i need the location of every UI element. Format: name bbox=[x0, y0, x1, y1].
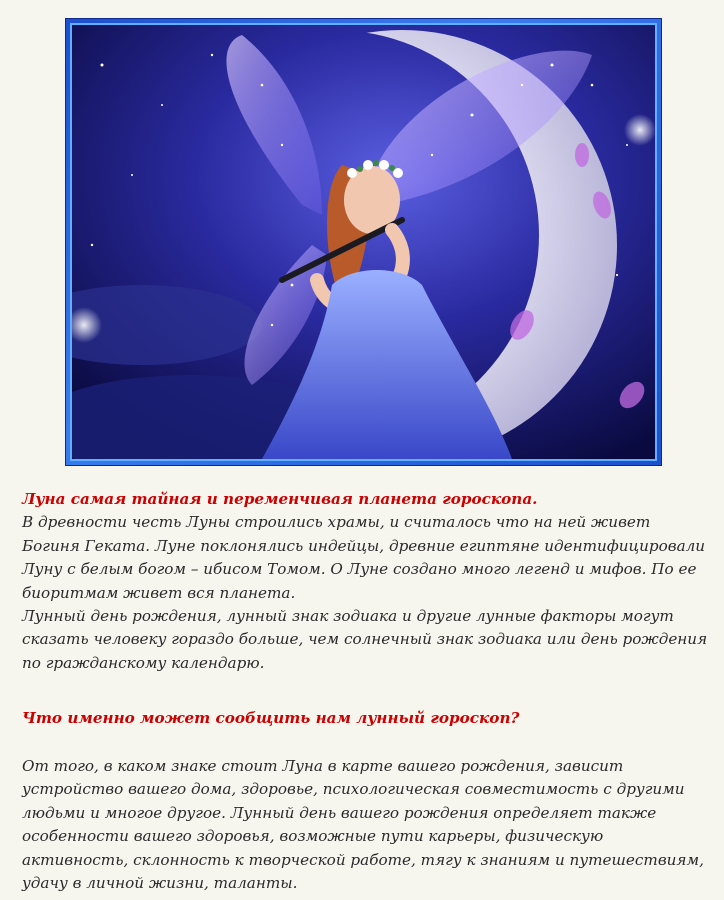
article-heading-2: Что именно может сообщить нам лунный гороскоп? bbox=[22, 709, 520, 727]
illustration-frame bbox=[65, 18, 662, 466]
moon-fairy-illustration bbox=[72, 25, 655, 459]
article-paragraph-1: В древности честь Луны строились храмы, и считалось что на ней живет Богиня Геката. Луне поклонялись индейцы, древние египтяне идентифицировали Луну с белым богом – ибисом Томом. О Луне создано много легенд и мифов. По ее биоритмам живет вся планета. bbox=[22, 513, 706, 602]
article-heading-1: Луна самая тайная и переменчивая планета гороскопа. bbox=[22, 490, 538, 508]
article-section-3 bbox=[22, 755, 712, 895]
article-paragraph-3: От того, в каком знаке стоит Луна в карте вашего рождения, зависит устройство вашего дома, здоровье, психологическая совместимость с другими людьми и многое другое. Лунный день вашего рождения определяет также особенности вашего здоровья, возможные пути карьеры, физическую активность, склонность к творческой работе, тягу к знаниям и путешествиям, удачу в личной жизни, таланты. bbox=[22, 757, 704, 893]
article-paragraph-2: Лунный день рождения, лунный знак зодиака и другие лунные факторы могут сказать человеку гораздо больше, чем солнечный знак зодиака или день рождения по гражданскому календарю. bbox=[22, 607, 708, 672]
illustration bbox=[70, 23, 657, 461]
article-section-1 bbox=[22, 488, 712, 675]
article-section-2 bbox=[22, 707, 712, 730]
